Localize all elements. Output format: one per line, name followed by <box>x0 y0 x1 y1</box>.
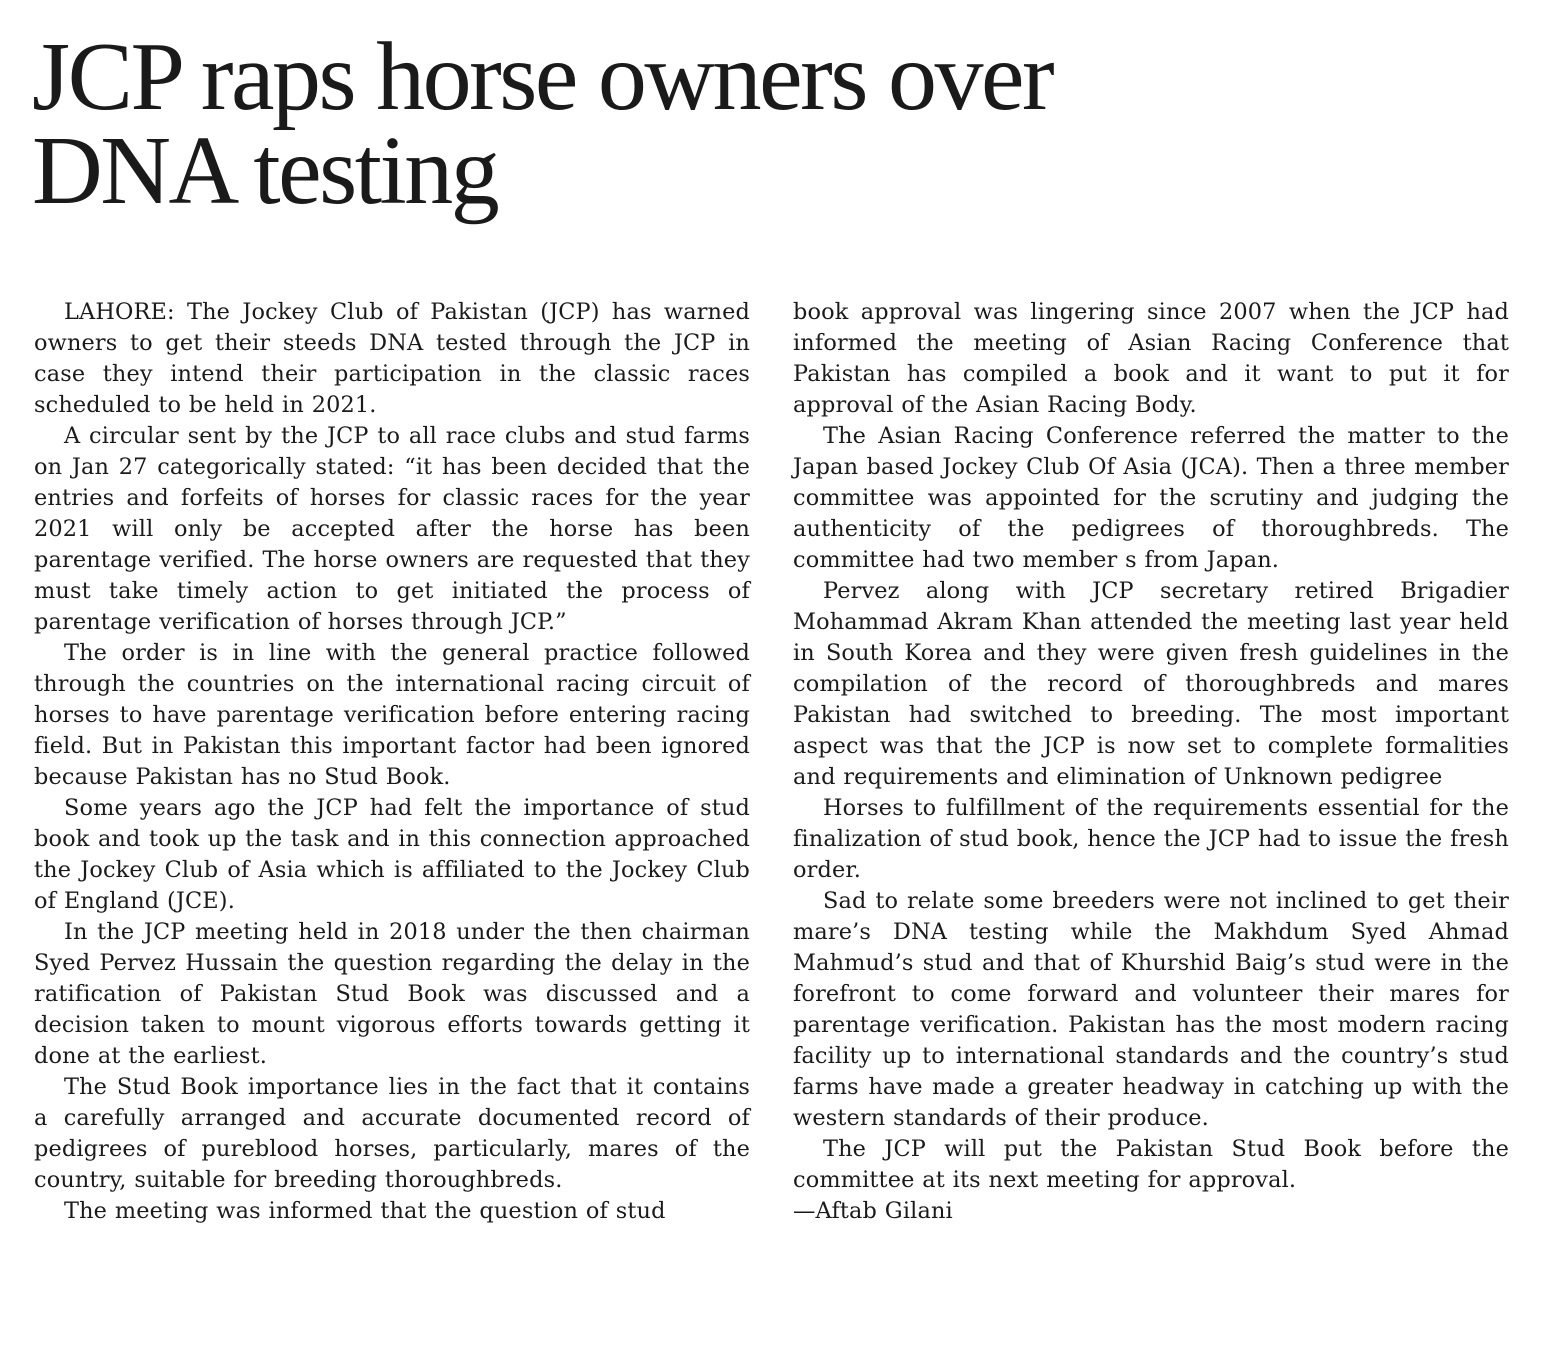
byline: —Aftab Gilani <box>793 1198 953 1224</box>
paragraph: Some years ago the JCP had felt the importance of stud book and took up the task and in this connection approached the Jockey Club of Asia which is affiliated to the Jockey Club of England (JCE). <box>34 795 750 914</box>
article-column-left <box>34 297 750 1227</box>
paragraph: LAHORE: The Jockey Club of Pakistan (JCP) has warned owners to get their steeds DNA tested through the JCP in case they intend their participation in the classic races scheduled to be held in 2021. <box>34 299 750 418</box>
paragraph: Sad to relate some breeders were not inclined to get their mare’s DNA testing while the Makhdum Syed Ahmad Mahmud’s stud and that of Khurshid Baig’s stud were in the forefront to come forward and volunteer their mares for parentage verification. Pakistan has the most modern racing facility up to international standards and the country’s stud farms have made a greater headway in catching up with the western standards of their produce. <box>793 888 1509 1131</box>
paragraph: The Asian Racing Conference referred the matter to the Japan based Jockey Club Of Asia (JCA). Then a three member committee was appointed for the scrutiny and judging the authenticity of the pedigrees of thoroughbreds. The committee had two member s from Japan. <box>793 423 1509 573</box>
paragraph: The order is in line with the general practice followed through the countries on the international racing circuit of horses to have parentage verification before entering racing field. But in Pakistan this important factor had been ignored because Pakistan has no Stud Book. <box>34 640 750 790</box>
paragraph: Pervez along with JCP secretary retired Brigadier Mohammad Akram Khan attended the meeting last year held in South Korea and they were given fresh guidelines in the compilation of the record of thoroughbreds and mares Pakistan had switched to breeding. The most important aspect was that the JCP is now set to complete formalities and requirements and elimination of Unknown pedigree <box>793 578 1509 790</box>
paragraph: A circular sent by the JCP to all race clubs and stud farms on Jan 27 categorically stated: “it has been decided that the entries and forfeits of horses for classic races for the year 2021 will only be accepted after the horse has been parentage verified. The horse owners are requested that they must take timely action to get initiated the process of parentage verification of horses through JCP.” <box>34 423 750 635</box>
paragraph-continuation: book approval was lingering since 2007 when the JCP had informed the meeting of Asian Racing Conference that Pakistan has compiled a book and it want to put it for approval of the Asian Racing Body. <box>793 299 1509 418</box>
paragraph: The JCP will put the Pakistan Stud Book before the committee at its next meeting for approval. <box>793 1136 1509 1193</box>
paragraph: In the JCP meeting held in 2018 under the then chairman Syed Pervez Hussain the question regarding the delay in the ratification of Pakistan Stud Book was discussed and a decision taken to mount vigorous efforts towards getting it done at the earliest. <box>34 919 750 1069</box>
paragraph: The Stud Book importance lies in the fact that it contains a carefully arranged and accurate documented record of pedigrees of pureblood horses, particularly, mares of the country, suitable for breeding thoroughbreds. <box>34 1074 750 1193</box>
article-column-right <box>793 297 1509 1227</box>
paragraph: The meeting was informed that the question of stud <box>64 1198 666 1224</box>
headline <box>32 23 1512 225</box>
headline-line-2: DNA testing <box>32 117 498 225</box>
headline-line-1: JCP raps horse owners over <box>32 23 1053 131</box>
paragraph: Horses to fulfillment of the requirements essential for the finalization of stud book, hence the JCP had to issue the fresh order. <box>793 795 1509 883</box>
